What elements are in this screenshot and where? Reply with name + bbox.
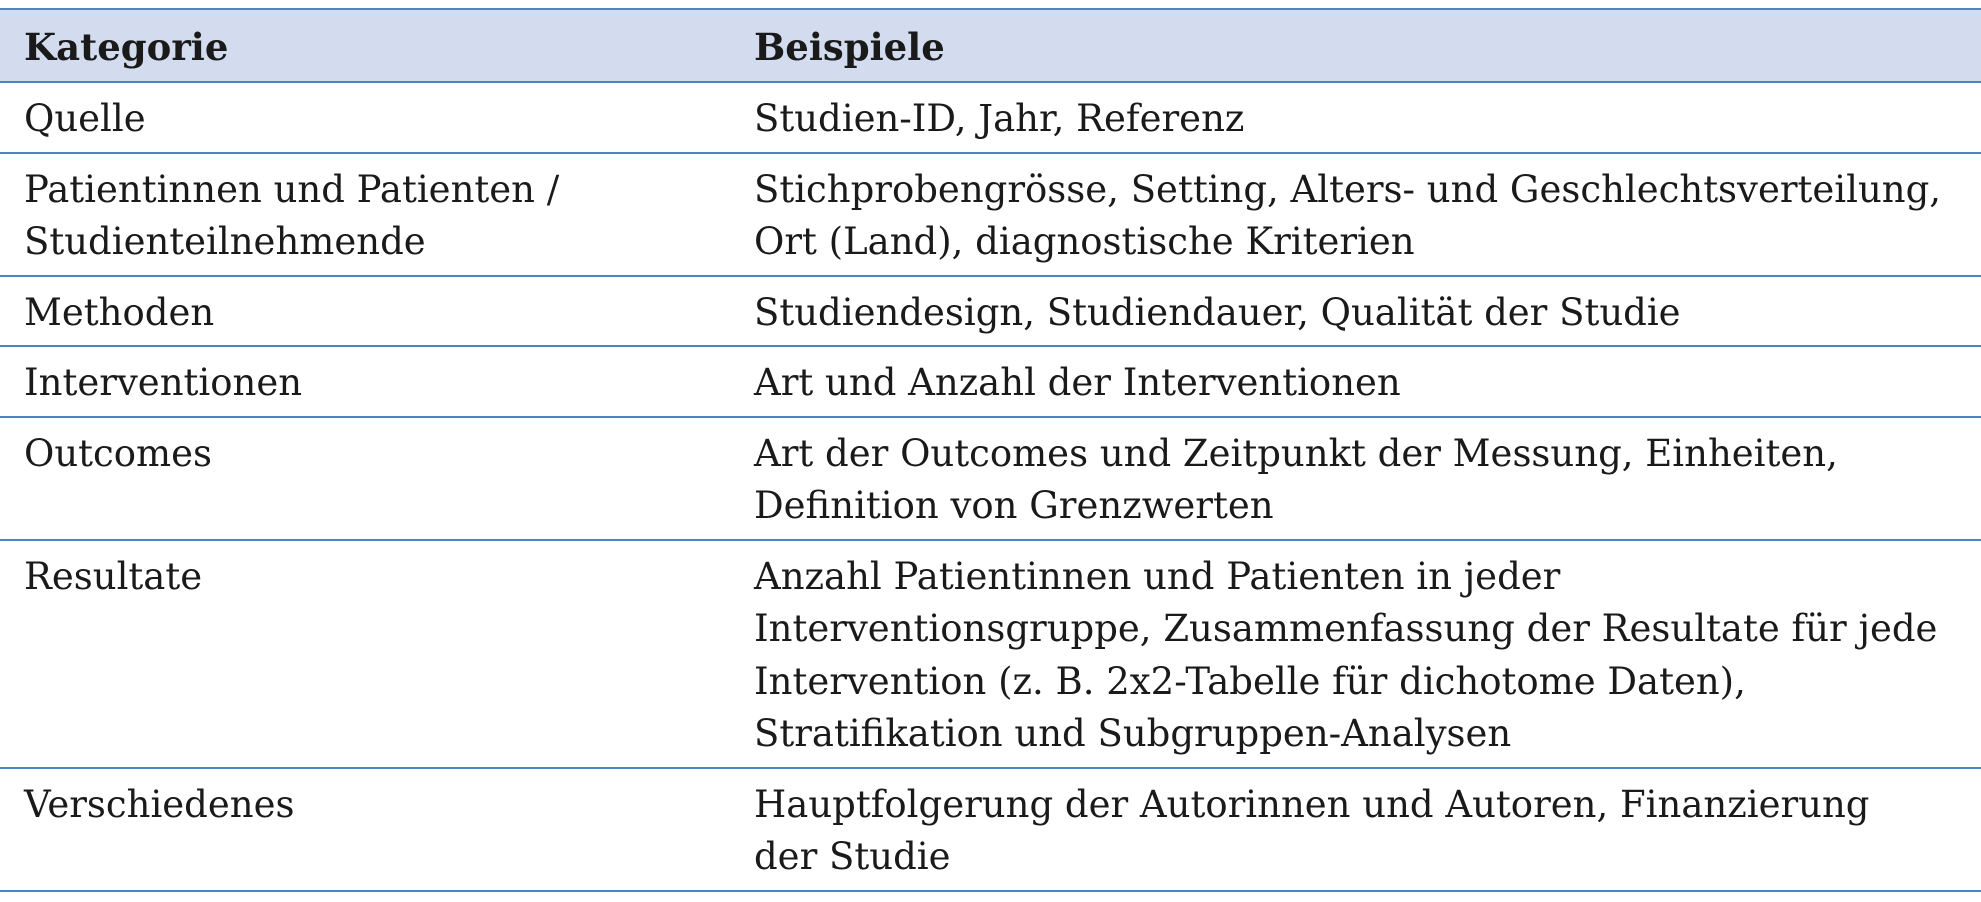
examples-line: Studiendesign, Studiendauer, Qualität der Studie xyxy=(754,290,1681,334)
header-beispiele: Beispiele xyxy=(730,9,1981,82)
examples-line: Art und Anzahl der Interventionen xyxy=(754,361,1401,404)
examples-line: Intervention (z. B. 2x2-Tabelle für dichotome Daten), xyxy=(754,659,1746,703)
category-line: Studienteilnehmende xyxy=(24,220,426,263)
examples-cell xyxy=(730,417,1981,540)
examples-cell xyxy=(730,540,1981,768)
category-cell xyxy=(0,276,730,347)
data-table-container xyxy=(0,8,1981,892)
table-row xyxy=(0,153,1981,276)
header-kategorie: Kategorie xyxy=(0,9,730,82)
table-row xyxy=(0,540,1981,768)
examples-line: Stichprobengrösse, Setting, Alters- und Geschlechtsverteilung, xyxy=(754,167,1942,211)
category-cell xyxy=(0,346,730,417)
examples-line: der Studie xyxy=(754,835,951,878)
category-line: Methoden xyxy=(24,290,215,334)
category-cell xyxy=(0,153,730,276)
data-extraction-table xyxy=(0,8,1981,892)
table-header xyxy=(0,9,1981,82)
category-line: Patientinnen und Patienten / xyxy=(24,167,560,211)
category-line: Verschiedenes xyxy=(24,782,295,826)
table-body xyxy=(0,82,1981,891)
category-line: Quelle xyxy=(24,97,146,140)
table-row xyxy=(0,276,1981,347)
examples-line: Anzahl Patientinnen und Patienten in jeder xyxy=(754,554,1561,598)
category-line: Resultate xyxy=(24,554,203,598)
category-cell xyxy=(0,540,730,768)
examples-line: Interventionsgruppe, Zusammenfassung der Resultate für jede xyxy=(754,607,1938,650)
category-line: Outcomes xyxy=(24,431,212,475)
examples-line: Definition von Grenzwerten xyxy=(754,484,1274,527)
examples-line: Art der Outcomes und Zeitpunkt der Messung, Einheiten, xyxy=(754,431,1838,475)
table-row xyxy=(0,346,1981,417)
examples-cell xyxy=(730,276,1981,347)
category-cell xyxy=(0,417,730,540)
examples-line: Hauptfolgerung der Autorinnen und Autoren, Finanzierung xyxy=(754,782,1870,826)
table-row xyxy=(0,82,1981,153)
category-cell xyxy=(0,82,730,153)
examples-line: Stratifikation und Subgruppen-Analysen xyxy=(754,712,1512,755)
examples-cell xyxy=(730,768,1981,891)
category-line: Interventionen xyxy=(24,361,303,404)
examples-cell xyxy=(730,153,1981,276)
examples-line: Ort (Land), diagnostische Kriterien xyxy=(754,220,1415,263)
examples-line: Studien-ID, Jahr, Referenz xyxy=(754,97,1245,140)
header-row xyxy=(0,9,1981,82)
examples-cell xyxy=(730,82,1981,153)
table-row xyxy=(0,417,1981,540)
examples-cell xyxy=(730,346,1981,417)
table-row xyxy=(0,768,1981,891)
category-cell xyxy=(0,768,730,891)
